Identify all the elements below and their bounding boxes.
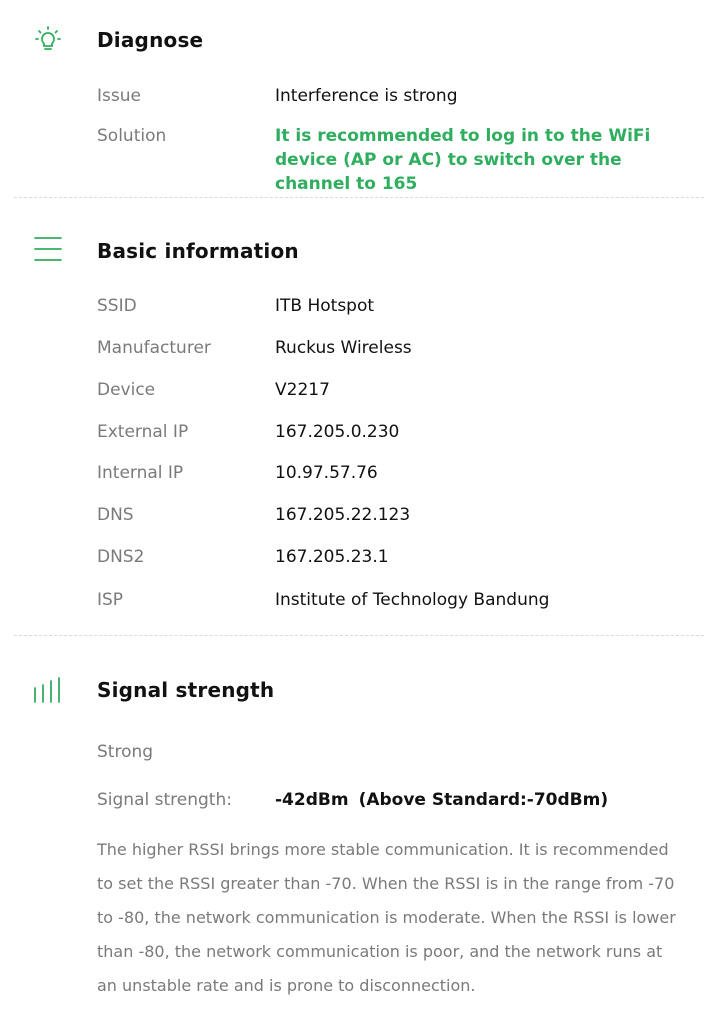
info-value: V2217 xyxy=(275,380,330,400)
lightbulb-icon xyxy=(32,24,64,60)
diagnose-title: Diagnose xyxy=(97,28,204,52)
signal-standard: (Above Standard:-70dBm) xyxy=(358,790,609,810)
signal-bars-icon xyxy=(32,676,64,708)
info-value: 167.205.22.123 xyxy=(275,505,411,525)
divider xyxy=(14,197,704,198)
info-label: ISP xyxy=(97,590,124,610)
info-value: Ruckus Wireless xyxy=(275,338,412,358)
divider xyxy=(14,635,704,636)
signal-level: Strong xyxy=(97,742,154,762)
info-value: Institute of Technology Bandung xyxy=(275,590,550,610)
info-label: External IP xyxy=(97,422,189,442)
signal-strength-row xyxy=(97,790,609,810)
signal-strength-label: Signal strength: xyxy=(97,790,232,810)
info-label: Device xyxy=(97,380,156,400)
info-value: ITB Hotspot xyxy=(275,296,375,316)
info-value: 167.205.23.1 xyxy=(275,547,389,567)
info-label: DNS2 xyxy=(97,547,145,567)
solution-value: It is recommended to log in to the WiFi device (AP or AC) to switch over the channel to 165 xyxy=(275,126,651,194)
basic-info-title: Basic information xyxy=(97,239,299,263)
info-label: Internal IP xyxy=(97,463,184,483)
info-label: SSID xyxy=(97,296,137,316)
issue-value: Interference is strong xyxy=(275,86,458,106)
signal-description: The higher RSSI brings more stable communication. It is recommended to set the RSSI greater than -70. When the RSSI is in the range from -70 to -80, the network communication is moderate. When the RSSI is lower than -80, the network communication is poor, and the network runs at an unstable rate and is prone to disconnection. xyxy=(97,840,676,995)
issue-label: Issue xyxy=(97,86,141,106)
info-value: 10.97.57.76 xyxy=(275,463,378,483)
info-label: DNS xyxy=(97,505,134,525)
signal-title: Signal strength xyxy=(97,678,275,702)
signal-strength-value-group xyxy=(275,790,608,810)
info-value: 167.205.0.230 xyxy=(275,422,400,442)
info-label: Manufacturer xyxy=(97,338,211,358)
solution-label: Solution xyxy=(97,126,167,146)
list-icon xyxy=(32,234,64,270)
signal-strength-value: -42dBm xyxy=(275,790,349,810)
